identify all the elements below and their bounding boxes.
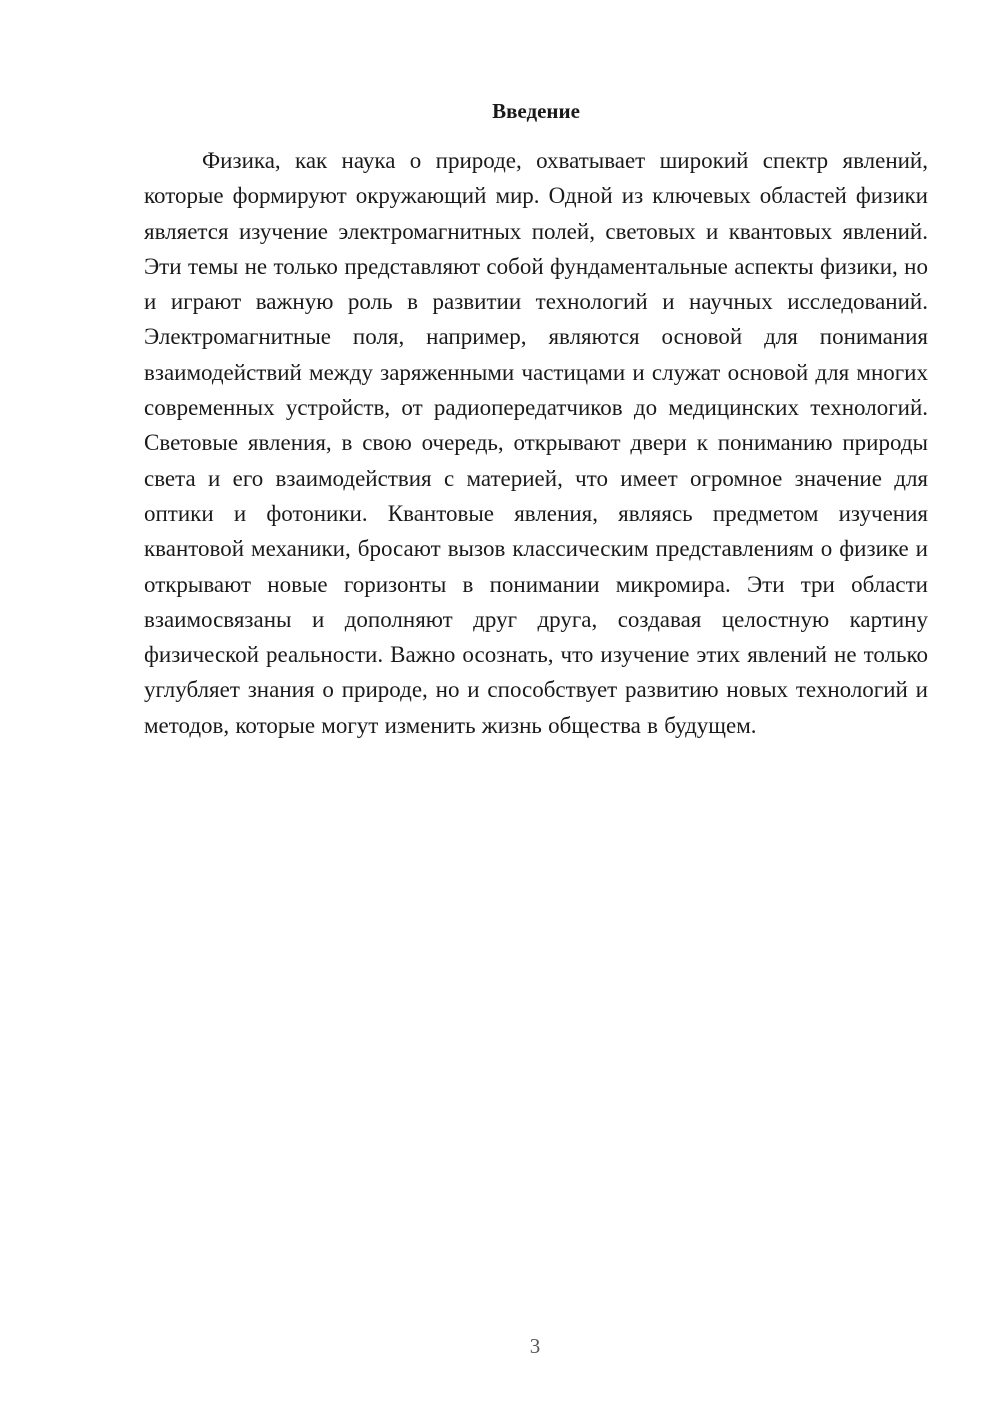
page-number: 3	[529, 1334, 541, 1358]
section-heading: Введение	[492, 99, 580, 123]
body-paragraph: Физика, как наука о природе, охватывает широкий спектр явлений, которые формируют окружающий мир. Одной из ключевых областей физики является изучение электромагнитных полей, световых и квантовых явлений. Эти темы не только представляют собой фундаментальные аспекты физики, но и играют важную роль в развитии технологий и научных исследований. Электромагнитные поля, например, являются основой для понимания взаимодействий между заряженными частицами и служат основой для многих современных устройств, от радиопередатчиков до медицинских технологий. Световые явления, в свою очередь, открывают двери к пониманию природы света и его взаимодействия с материей, что имеет огромное значение для оптики и фотоники. Квантовые явления, являясь предметом изучения квантовой механики, бросают вызов классическим представлениям о физике и открывают новые горизонты в понимании микромира. Эти три области взаимосвязаны и дополняют друг друга, создавая целостную картину физической реальности. Важно осознать, что изучение этих явлений не только углубляет знания о природе, но и способствует развитию новых технологий и методов, которые могут изменить жизнь общества в будущем.	[144, 148, 928, 738]
